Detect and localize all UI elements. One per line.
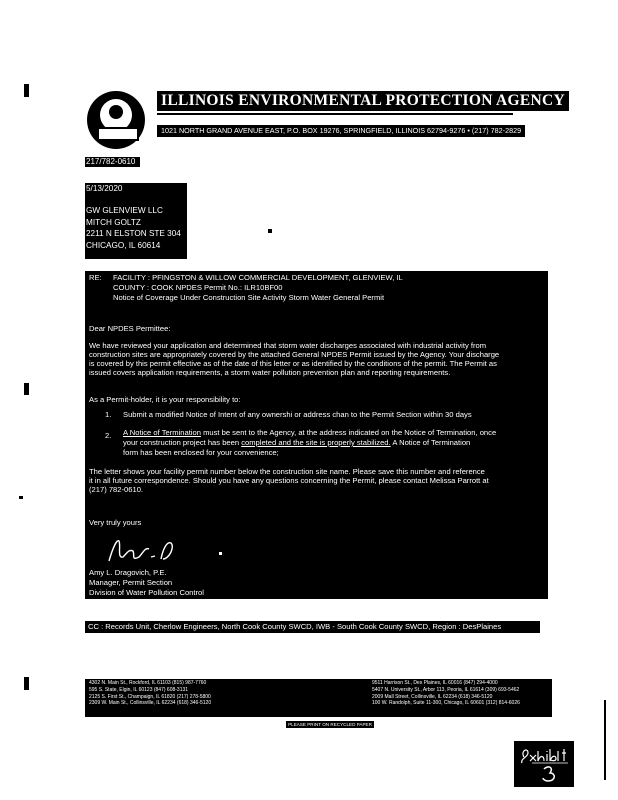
closing-line: The letter shows your facility permit number below the construction site name. Please save this number and reference [89, 467, 485, 476]
body-line: is covered by this permit effective as of the date of this letter or as identified by the conditions of the permit. The Permit as [89, 359, 497, 368]
re-label: RE: [89, 273, 102, 282]
footer-addresses [85, 679, 552, 717]
list-item-1: Submit a modified Notice of Intent of any ownershi or address chan to the Permit Section within 30 days [123, 410, 472, 419]
recycled-paper-note: PLEASE PRINT ON RECYCLED PAPER [286, 721, 374, 728]
list-item-2-line2: your construction project has been completed and the site is properly stabilized. A Notice of Termination [123, 438, 471, 447]
footer-address: 5407 N. University St., Arbor 113, Peoria, IL 61614 (309) 693-5462 [372, 686, 520, 693]
phone-number: 217/782-0610 [85, 157, 140, 167]
signer-name: Amy L. Dragovich, P.E. [89, 568, 167, 577]
notice-of-termination-link-text: A Notice of Termination [123, 428, 201, 437]
closing-line: (217) 782-0610. [89, 485, 144, 494]
cc-line: CC : Records Unit, Cherlow Engineers, North Cook County SWCD, IWB - South Cook County SWCD, Region : DesPlaines [85, 621, 540, 633]
agency-seal-logo [87, 91, 145, 149]
valediction: Very truly yours [89, 518, 142, 527]
header-rule [157, 113, 513, 115]
footer-address: 9511 Harrison St., Des Plaines, IL 60016 (847) 294-4000 [372, 680, 498, 686]
scan-edge [604, 700, 606, 780]
body-line: issued covers application requirements, a storm water pollution prevention plan and reporting requirements. [89, 368, 451, 377]
closing-line: it in all future correspondence. Should you have any questions concerning the Permit, please contact Melissa Parrott at [89, 476, 489, 485]
list-number: 1. [105, 410, 112, 419]
recipient-line: MITCH GOLTZ [86, 217, 141, 227]
list-number: 2. [105, 431, 112, 440]
recipient-block [85, 183, 187, 259]
completed-stabilized-text: completed and the site is properly stabilized. [241, 438, 391, 447]
re-facility: FACILITY : PFINGSTON & WILLOW COMMERCIAL DEVELOPMENT, GLENVIEW, IL [113, 273, 403, 282]
signer-division: Division of Water Pollution Control [89, 588, 204, 597]
margin-mark [19, 496, 23, 499]
footer-address: 2309 W. Main St., Collinsville, IL 62234 (618) 346-5120 [89, 700, 212, 707]
list-item-2-line1: A Notice of Termination must be sent to the Agency, at the address indicated on the Notice of Termination, once [123, 428, 497, 437]
margin-mark [24, 677, 29, 690]
exhibit-stamp [514, 741, 574, 787]
scan-dot [219, 552, 222, 555]
salutation: Dear NPDES Permittee: [89, 324, 171, 333]
body-line: construction sites are appropriately covered by the attached General NPDES Permit issued by the Agency. Your discharge [89, 350, 500, 359]
exhibit-handwriting [514, 741, 574, 787]
recipient-line: GW GLENVIEW LLC [86, 206, 163, 216]
signer-title: Manager, Permit Section [89, 578, 173, 587]
footer-address: 2125 S. First St., Champaign, IL 61820 (217) 278-5800 [89, 693, 211, 700]
signature [105, 535, 185, 565]
agency-address: 1021 NORTH GRAND AVENUE EAST, P.O. BOX 19276, SPRINGFIELD, ILLINOIS 62794-9276 • (217) 782-2829 [157, 125, 525, 137]
margin-mark [24, 383, 29, 395]
agency-name: ILLINOIS ENVIRONMENTAL PROTECTION AGENCY [157, 91, 569, 111]
re-county-permit: COUNTY : COOK NPDES Permit No.: ILR10BF00 [113, 283, 283, 292]
scan-dot [268, 229, 272, 233]
recipient-line: CHICAGO, IL 60614 [86, 240, 161, 250]
body-line: We have reviewed your application and determined that storm water discharges associated with industrial activity from [89, 341, 487, 350]
footer-address: 595 S. State, Elgin, IL 60123 (847) 608-3131 [89, 686, 189, 693]
list-item-2-line3: form has been enclosed for your convenience; [123, 448, 279, 457]
re-notice: Notice of Coverage Under Construction Site Activity Storm Water General Permit [113, 293, 385, 302]
letter-body [85, 271, 548, 599]
footer-address: 4302 N. Main St., Rockford, IL 61103 (815) 987-7760 [89, 680, 207, 686]
responsibility-intro: As a Permit-holder, it is your responsibility to: [89, 395, 241, 404]
margin-mark [24, 84, 29, 97]
recipient-line: 2211 N ELSTON STE 304 [86, 229, 181, 239]
footer-address: 100 W. Randolph, Suite 11-300, Chicago, IL 60601 (312) 814-6026 [372, 700, 520, 707]
letter-date: 5/13/2020 [86, 184, 123, 193]
footer-address: 2009 Mall Street, Collinsville, IL 62234 (618) 346-5120 [372, 693, 493, 700]
